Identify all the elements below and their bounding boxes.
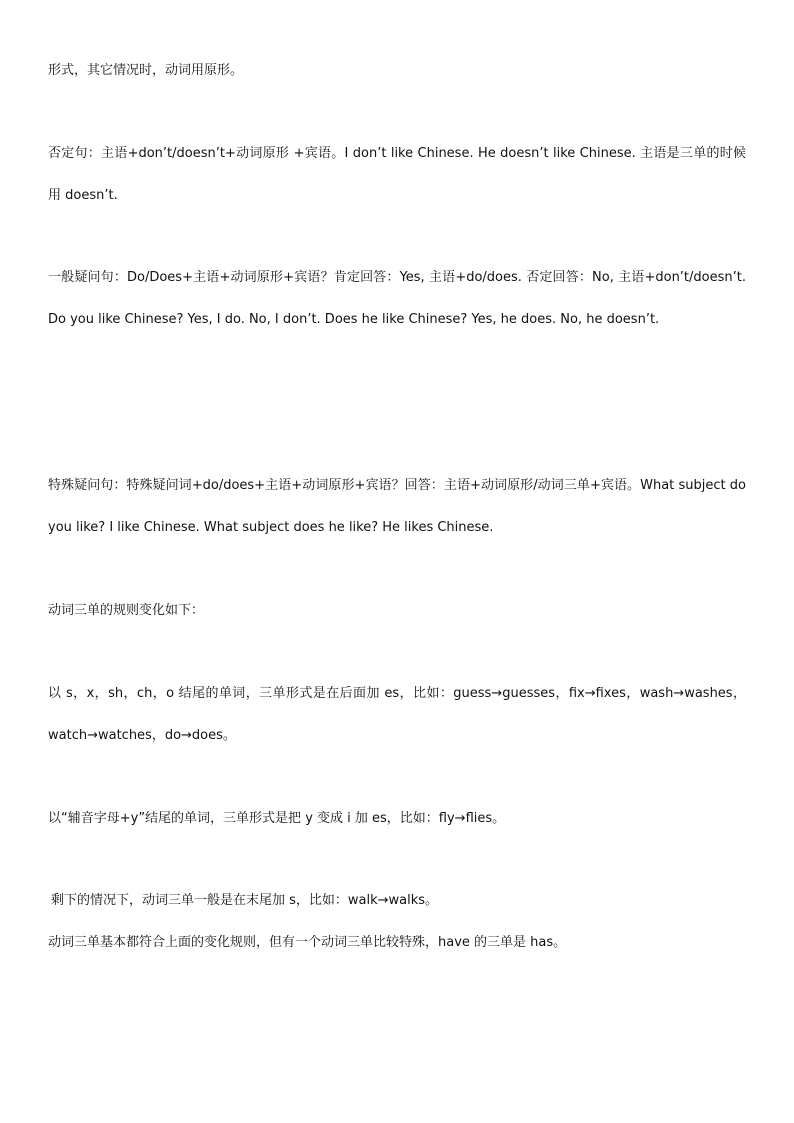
paragraph-have-has-exception: 动词三单基本都符合上面的变化规则，但有一个动词三单比较特殊，have 的三单是 has。 (48, 935, 567, 950)
paragraph-rule-consonant-y: 以“辅音字母+y”结尾的单词，三单形式是把 y 变成 i 加 es，比如：fly→flies。 (48, 811, 506, 826)
paragraph-negative-sentence: 否定句：主语+don’t/doesn’t+动词原形 +宾语。I don’t like Chinese. He doesn’t like Chinese. 主语是三单的时候用 doesn’t. (48, 146, 746, 203)
paragraph-special-question: 特殊疑问句：特殊疑问词+do/does+主语+动词原形+宾语？回答：主语+动词原形/动词三单+宾语。What subject do you like? I like Chinese. What subject does he like? He likes Chinese. (48, 478, 746, 535)
paragraph-rule-es-ending: 以 s，x，sh，ch，o 结尾的单词，三单形式是在后面加 es，比如：guess→guesses，fix→fixes，wash→washes，watch→watches，do→does。 (48, 686, 746, 743)
paragraph-rule-add-s: 剩下的情况下，动词三单一般是在末尾加 s，比如：walk→walks。 (51, 893, 439, 908)
paragraph-verb-base-form-note: 形式，其它情况时，动词用原形。 (48, 63, 244, 78)
paragraph-third-person-rules-heading: 动词三单的规则变化如下： (48, 603, 205, 618)
paragraph-general-question: 一般疑问句：Do/Does+主语+动词原形+宾语？肯定回答：Yes, 主语+do/does. 否定回答：No, 主语+don’t/doesn’t. Do you like Chinese? Yes, I do. No, I don’t. Does he like Chinese? Yes, he does. No, he doesn’t. (48, 270, 746, 327)
